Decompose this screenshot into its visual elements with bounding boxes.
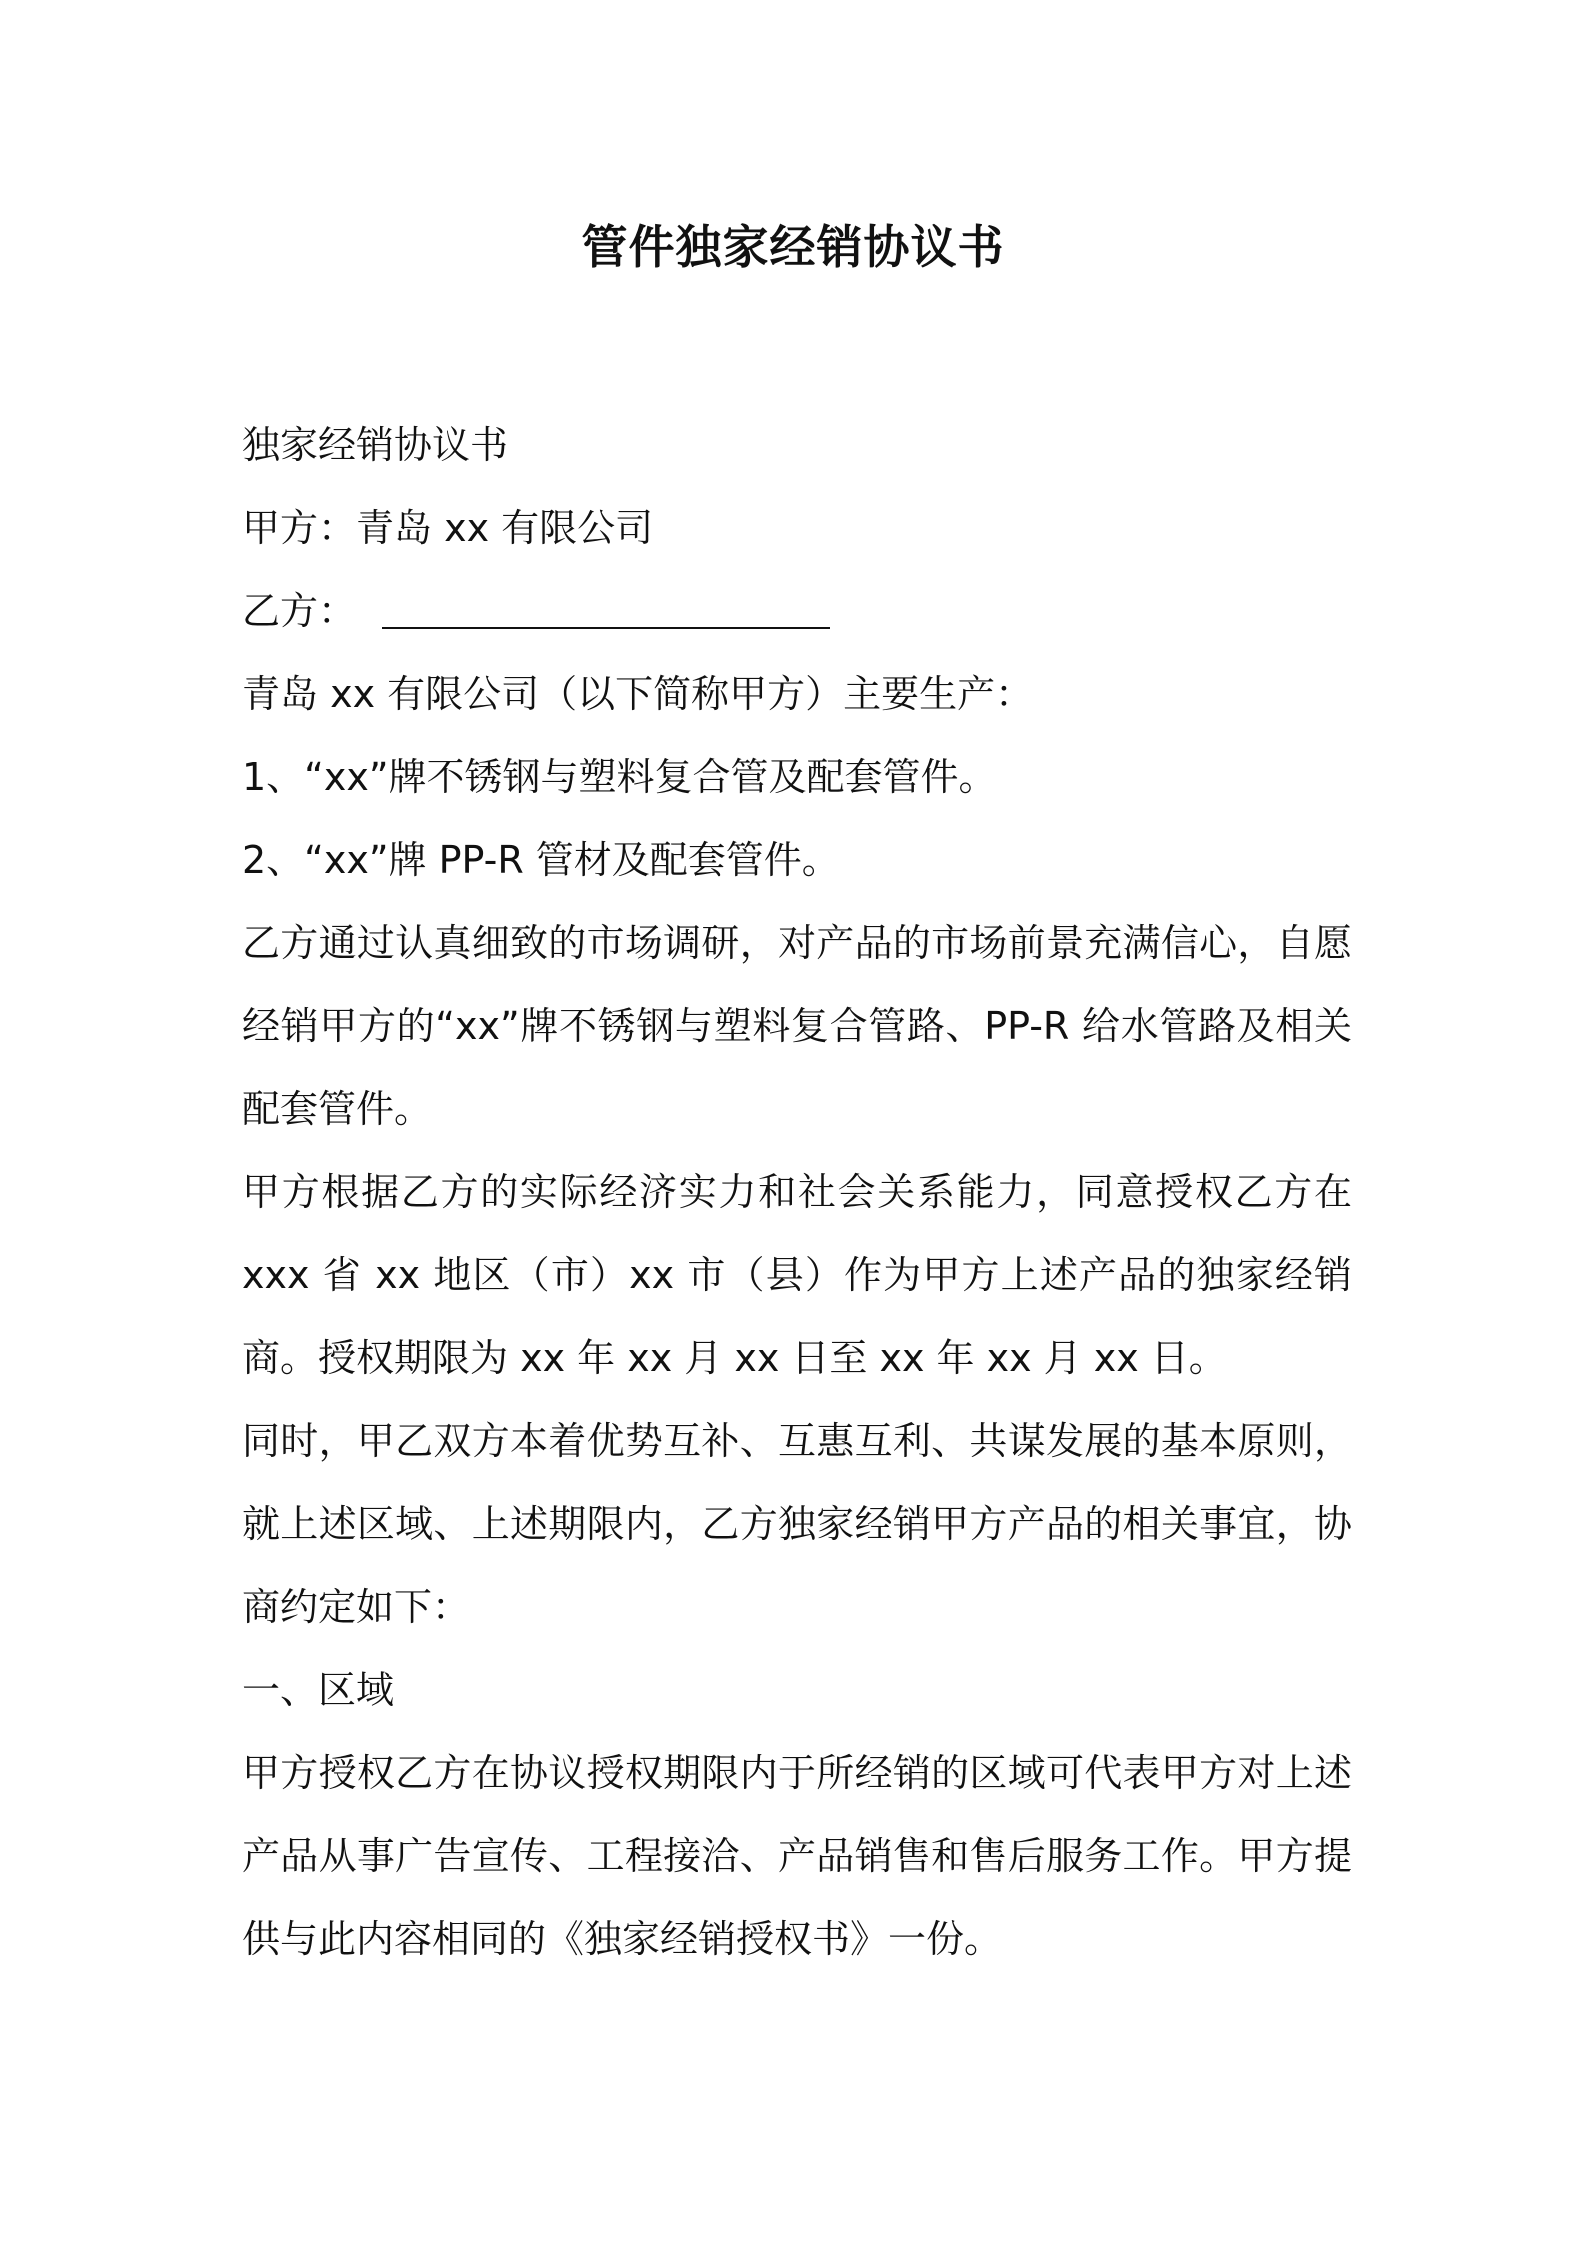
document-title: 管件独家经销协议书 (581, 220, 1005, 274)
intro-line: 青岛 xx 有限公司（以下简称甲方）主要生产： (242, 672, 1034, 716)
paragraph-authorization: 甲方根据乙方的实际经济实力和社会关系能力，同意授权乙方在 xxx 省 xx 地区（市）xx 市（县）作为甲方上述产品的独家经销商。授权期限为 xx 年 xx 月 xx 日至 xx 年 xx 月 xx 日。 (242, 1170, 1352, 1380)
paragraph-principles: 同时，甲乙双方本着优势互补、互惠互利、共谋发展的基本原则，就上述区域、上述期限内，乙方独家经销甲方产品的相关事宜，协商约定如下： (242, 1419, 1352, 1629)
section-body-region: 甲方授权乙方在协议授权期限内于所经销的区域可代表甲方对上述产品从事广告宣传、工程接洽、产品销售和售后服务工作。甲方提供与此内容相同的《独家经销授权书》一份。 (242, 1751, 1352, 1961)
party-b-label: 乙方： (242, 589, 357, 633)
document-body (242, 404, 1352, 1981)
section-heading-region: 一、区域 (242, 1668, 395, 1712)
party-b-line (242, 570, 1352, 653)
subtitle: 独家经销协议书 (242, 423, 509, 467)
paragraph-market-research: 乙方通过认真细致的市场调研，对产品的市场前景充满信心，自愿经销甲方的“xx”牌不锈钢与塑料复合管路、PP-R 给水管路及相关配套管件。 (242, 921, 1352, 1131)
party-a-line: 甲方：青岛 xx 有限公司 (242, 506, 654, 550)
party-b-blank-underline (382, 627, 830, 629)
product-item-2: 2、“xx”牌 PP-R 管材及配套管件。 (242, 838, 840, 882)
product-item-1: 1、“xx”牌不锈钢与塑料复合管及配套管件。 (242, 755, 997, 799)
